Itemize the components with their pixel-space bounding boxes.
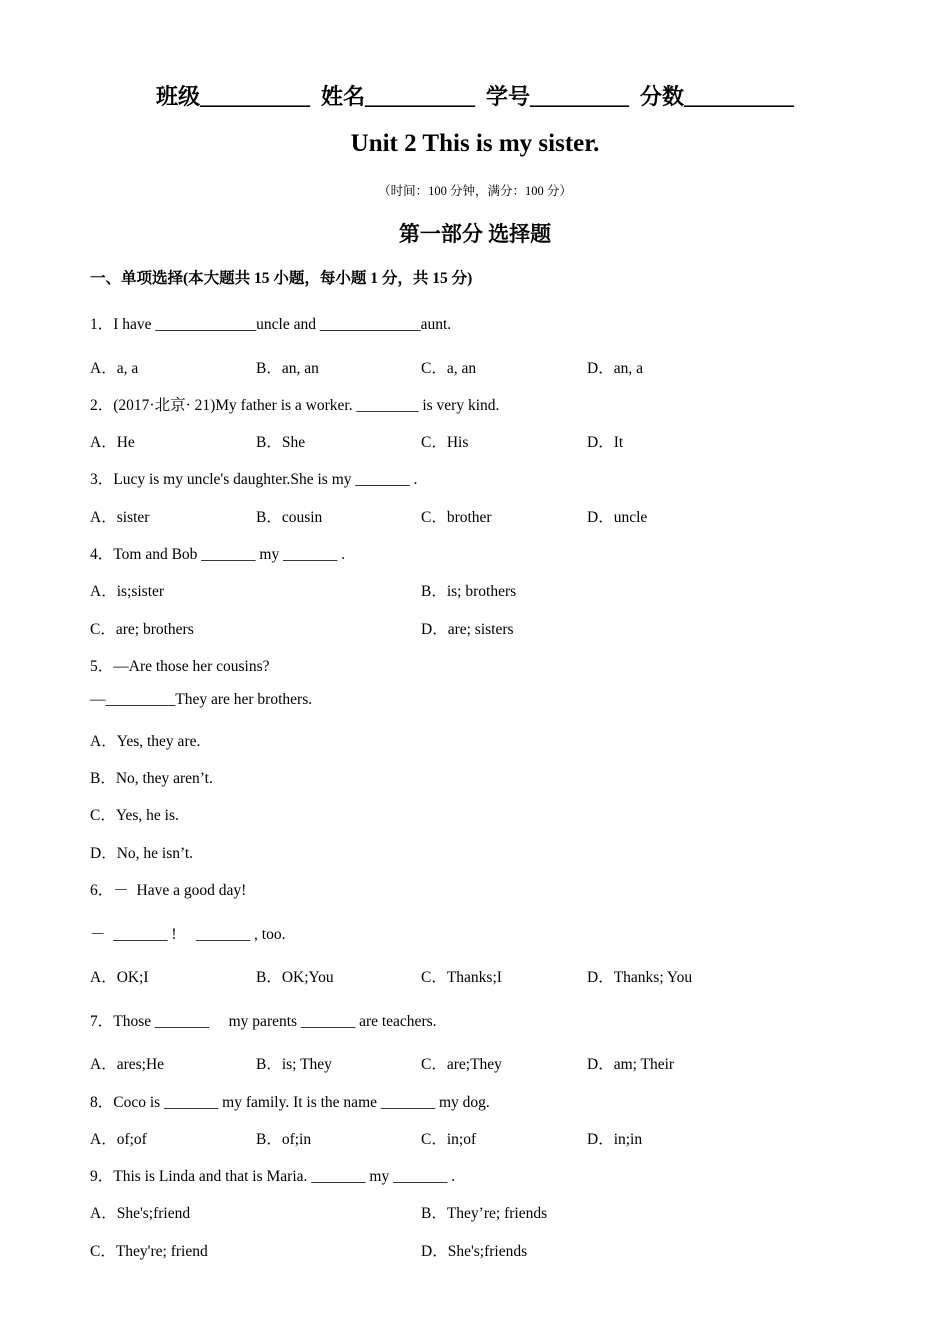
question-3-option-c: C．brother: [421, 509, 492, 526]
student-info-line: 班级__________ 姓名__________ 学号_________ 分数__________: [155, 84, 794, 109]
question-5-stem-reply: —_________They are her brothers.: [90, 691, 313, 708]
question-7-option-d: D．am; Their: [587, 1056, 675, 1073]
question-1-option-d: D．an, a: [587, 360, 643, 377]
question-9-option-b: B．They’re; friends: [421, 1205, 548, 1222]
question-2-option-a: A．He: [90, 434, 135, 451]
question-8-stem: 8．Coco is _______ my family. It is the name _______ my dog.: [90, 1094, 490, 1111]
question-1-option-c: C．a, an: [421, 360, 477, 377]
question-1-stem: 1．I have _____________uncle and _____________aunt.: [90, 316, 452, 333]
question-2-option-d: D．It: [587, 434, 624, 451]
question-8-option-d: D．in;in: [587, 1131, 643, 1148]
question-8-option-c: C．in;of: [421, 1131, 477, 1148]
question-8-option-a: A．of;of: [90, 1131, 147, 1148]
question-8-option-b: B．of;in: [256, 1131, 312, 1148]
question-6-option-c: C．Thanks;I: [421, 969, 502, 986]
exam-time-score: （时间：100 分钟，满分：100 分）: [378, 184, 572, 198]
question-3-stem: 3．Lucy is my uncle's daughter.She is my _______ .: [90, 471, 418, 488]
question-7-stem: 7．Those _______ my parents _______ are teachers.: [90, 1013, 437, 1030]
question-5-option-b: B．No, they aren’t.: [90, 770, 213, 787]
question-3-option-d: D．uncle: [587, 509, 648, 526]
question-5-stem: 5．—Are those her cousins?: [90, 658, 270, 675]
question-5-option-c: C．Yes, he is.: [90, 807, 179, 824]
question-9-option-c: C．They're; friend: [90, 1243, 208, 1260]
question-9-option-a: A．She's;friend: [90, 1205, 191, 1222]
question-4-option-a: A．is;sister: [90, 583, 165, 600]
question-6-option-a: A．OK;I: [90, 969, 149, 986]
question-7-option-b: B．is; They: [256, 1056, 332, 1073]
question-4-option-c: C．are; brothers: [90, 621, 194, 638]
question-2-option-c: C．His: [421, 434, 469, 451]
question-2-stem: 2．(2017·北京· 21)My father is a worker. ________ is very kind.: [90, 397, 500, 414]
question-7-option-a: A．ares;He: [90, 1056, 165, 1073]
question-6-stem: 6．－ Have a good day!: [90, 882, 247, 899]
question-9-stem: 9．This is Linda and that is Maria. _______ my _______ .: [90, 1168, 456, 1185]
question-9-option-d: D．She's;friends: [421, 1243, 528, 1260]
question-3-option-a: A．sister: [90, 509, 150, 526]
question-5-option-d: D．No, he isn’t.: [90, 845, 194, 862]
question-2-option-b: B．She: [256, 434, 306, 451]
question-7-option-c: C．are;They: [421, 1056, 502, 1073]
question-4-option-d: D．are; sisters: [421, 621, 514, 638]
question-1-option-a: A．a, a: [90, 360, 139, 377]
question-4-stem: 4．Tom and Bob _______ my _______ .: [90, 546, 346, 563]
page-title: Unit 2 This is my sister.: [350, 130, 600, 157]
question-6-option-b: B．OK;You: [256, 969, 334, 986]
question-3-option-b: B．cousin: [256, 509, 323, 526]
question-6-option-d: D．Thanks; You: [587, 969, 693, 986]
question-5-option-a: A．Yes, they are.: [90, 733, 201, 750]
question-4-option-b: B．is; brothers: [421, 583, 517, 600]
section-heading: 一、单项选择(本大题共 15 小题，每小题 1 分，共 15 分): [90, 270, 473, 287]
part-heading: 第一部分 选择题: [398, 222, 552, 246]
question-6-stem-reply: － _______ ! _______ , too.: [90, 926, 286, 943]
question-1-option-b: B．an, an: [256, 360, 319, 377]
